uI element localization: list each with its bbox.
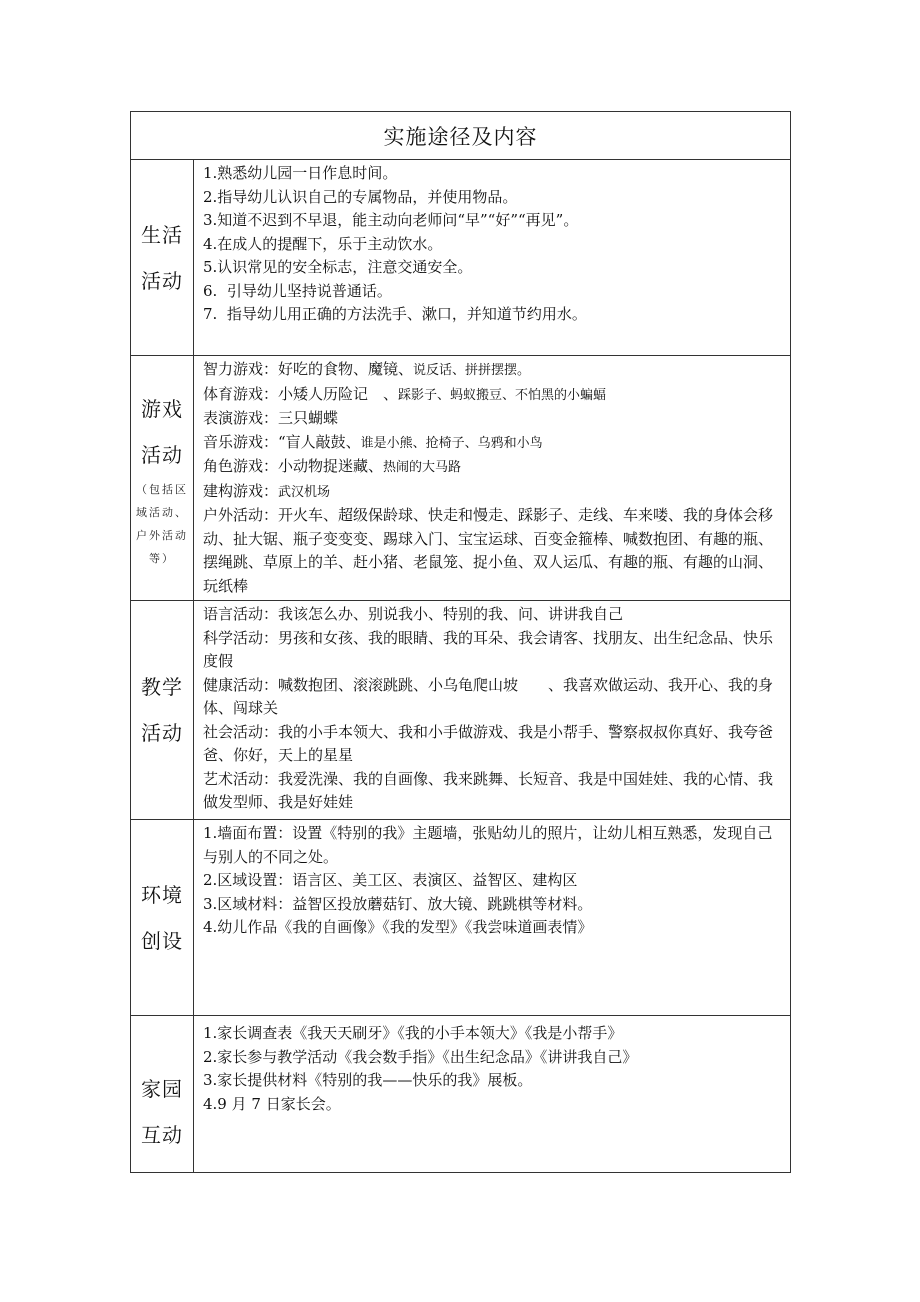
row-content-teaching (194, 601, 791, 820)
row-label-game (131, 356, 194, 601)
row-label-line1: 教学 (141, 675, 183, 699)
content-line: 7. 指导幼儿用正确的方法洗手、漱口，并知道节约用水。 (203, 305, 587, 323)
table-row-game-activities (131, 356, 791, 601)
content-text: 智力游戏：好吃的食物、魔镜、 (203, 360, 414, 378)
content-line: 1.墙面布置：设置《特别的我》主题墙，张贴幼儿的照片，让幼儿相互熟悉，发现自己与别人的不同之处。 (203, 824, 773, 866)
table-row-home-school (131, 1016, 791, 1173)
content-line (203, 504, 784, 598)
row-label-life (131, 160, 194, 356)
row-label-home-school (131, 1016, 194, 1173)
row-label-line2: 互动 (141, 1123, 183, 1147)
content-line (203, 431, 784, 456)
table-row-teaching-activities (131, 601, 791, 820)
content-line: 2.指导幼儿认识自己的专属物品，并使用物品。 (203, 187, 518, 206)
content-text: 表演游戏：三只蝴蝶 (203, 409, 339, 427)
content-text: 体育游戏：小矮人历险记 、 (203, 384, 399, 403)
content-line (203, 358, 784, 383)
content-text-small: 说反话、拼拼摆摆。 (413, 363, 531, 378)
plan-table (130, 111, 791, 1173)
row-label-teaching (131, 601, 194, 820)
table-title: 实施途径及内容 (131, 112, 791, 160)
content-text: 音乐游戏：“盲人敲鼓、 (203, 432, 361, 451)
content-line: 健康活动：喊数抱团、滚滚跳跳、小乌龟爬山坡 、我喜欢做运动、我开心、我的身体、闯球关 (203, 675, 774, 717)
content-line: 语言活动：我该怎么办、别说我小、特别的我、问、讲讲我自己 (203, 605, 624, 623)
row-label-note: （包括区域活动、户外活动等） (136, 483, 188, 565)
row-label-line2: 活动 (141, 721, 183, 745)
content-text-small: 武汉机场 (278, 484, 331, 500)
content-line: 2.家长参与教学活动《我会数手指》《出生纪念品》《讲讲我自己》 (203, 1047, 638, 1066)
content-line: 2.区域设置：语言区、美工区、表演区、益智区、建构区 (203, 871, 578, 889)
content-line: 艺术活动：我爱洗澡、我的自画像、我来跳舞、长短音、我是中国娃娃、我的心情、我做发型师、我是好娃娃 (203, 769, 774, 811)
table-row-life-activities (131, 160, 791, 356)
row-content-game (194, 356, 791, 601)
content-line (203, 455, 784, 480)
content-text-small: 热闹的大马路 (383, 460, 462, 475)
content-text: 建构游戏： (203, 481, 279, 500)
row-label-environment (131, 820, 194, 1016)
content-line (203, 383, 784, 408)
row-content-life (194, 160, 791, 356)
content-line: 3.区域材料：益智区投放蘑菇钉、放大镜、跳跳棋等材料。 (203, 894, 593, 913)
content-text: 角色游戏：小动物捉迷藏、 (203, 457, 384, 475)
content-line: 4.幼儿作品《我的自画像》《我的发型》《我尝味道画表情》 (203, 918, 593, 936)
content-line: 5.认识常见的安全标志，注意交通安全。 (203, 258, 473, 276)
row-label-line2: 活动 (141, 268, 183, 293)
content-text-small: 谁是小熊、抢椅子、乌鸦和小鸟 (360, 435, 543, 451)
row-content-home-school (194, 1016, 791, 1173)
content-line (203, 480, 784, 505)
content-line: 4.9 月 7 日家长会。 (203, 1094, 341, 1113)
table-row-environment (131, 820, 791, 1016)
row-content-environment (194, 820, 791, 1016)
title-row (131, 112, 791, 160)
content-line: 4.在成人的提醒下，乐于主动饮水。 (203, 234, 443, 253)
content-line: 1.熟悉幼儿园一日作息时间。 (203, 164, 398, 182)
content-line: 3.家长提供材料《特别的我——快乐的我》展板。 (203, 1071, 533, 1089)
content-line: 3.知道不迟到不早退，能主动向老师问“早”“好”“再见”。 (203, 211, 579, 229)
content-line: 社会活动：我的小手本领大、我和小手做游戏、我是小帮手、警察叔叔你真好、我夸爸爸、你好，天上的星星 (203, 722, 774, 764)
row-label-line1: 游戏 (141, 397, 183, 421)
content-line (203, 407, 784, 431)
content-line: 1.家长调查表《我天天刷牙》《我的小手本领大》《我是小帮手》 (203, 1024, 623, 1042)
row-label-line1: 家园 (141, 1077, 183, 1101)
row-label-line2: 活动 (141, 443, 183, 467)
content-text: 户外活动：开火车、超级保龄球、快走和慢走、踩影子、走线、车来喽、我的身体会移动、扯大锯、瓶子变变变、踢球入门、宝宝运球、百变金箍棒、喊数抱团、有趣的瓶、摆绳跳、草原上的羊、赶小猪、老鼠笼、捉小鱼、双人运瓜、有趣的瓶、有趣的山洞、玩纸棒 (203, 506, 774, 595)
row-label-line1: 生活 (141, 222, 183, 247)
row-label-line2: 创设 (141, 928, 183, 953)
content-text-small: 踩影子、蚂蚁搬豆、不怕黑的小蝙蝠 (398, 387, 607, 403)
row-label-line1: 环境 (141, 882, 183, 907)
content-line: 6. 引导幼儿坚持说普通话。 (203, 281, 392, 300)
content-line: 科学活动：男孩和女孩、我的眼睛、我的耳朵、我会请客、找朋友、出生纪念品、快乐度假 (203, 628, 774, 670)
